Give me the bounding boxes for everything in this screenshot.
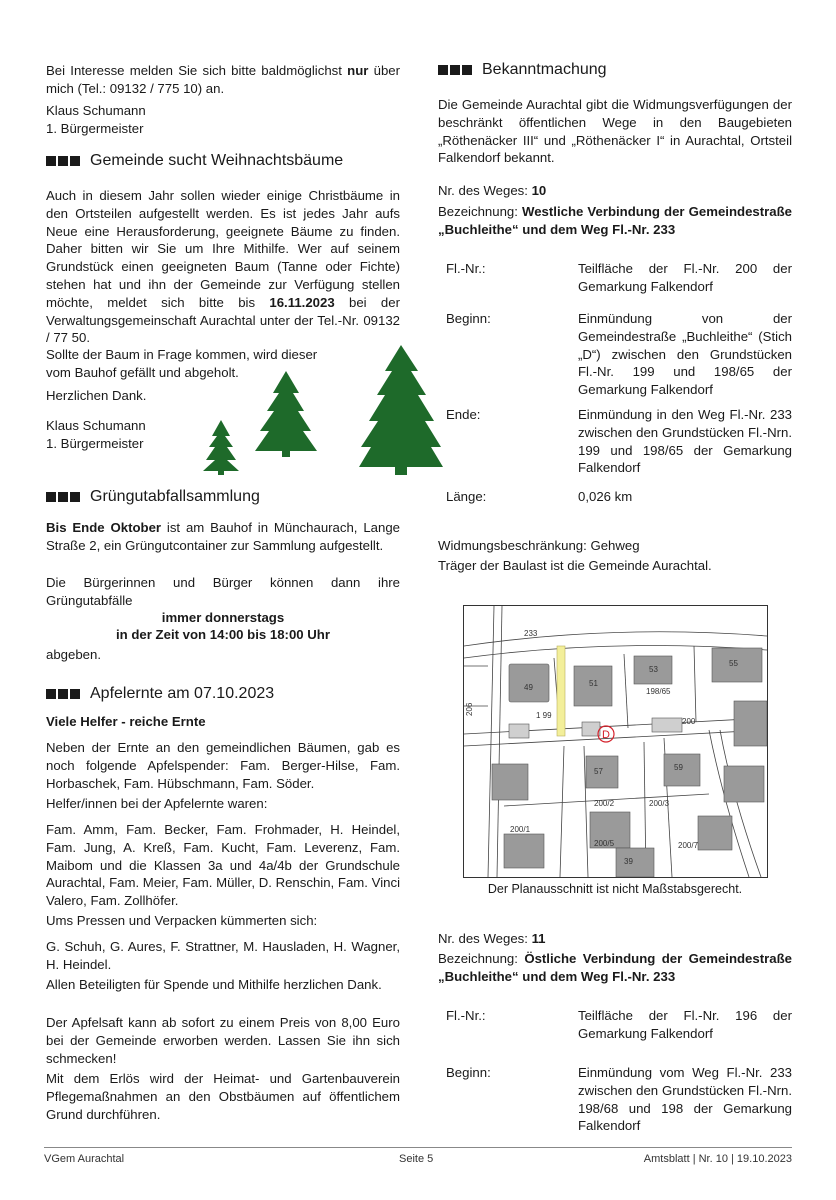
map-label-2: 49 <box>524 683 533 692</box>
map-label-12: 200/2 <box>594 799 615 808</box>
trees-sign-name: Klaus Schumann <box>46 418 146 433</box>
footer-left: VGem Aurachtal <box>44 1153 125 1165</box>
intro-sign-role: 1. Bürgermeister <box>46 121 144 136</box>
site-plan-drawing <box>464 606 767 877</box>
apple-p2: Helfer/innen bei der Apfelernte waren: <box>46 796 268 811</box>
heading-green-waste: Grüngutabfallsammlung <box>46 488 260 506</box>
way2-number: Nr. des Weges: 11 <box>438 931 546 946</box>
announcement-intro: Die Gemeinde Aurachtal gibt die Widmungsverfügungen der beschränkt öffentlichen Wege in den Baugebieten „Röthenäcker III“ und „Röthenäcker I“ in Aurachtal, Ortsteil Falkendorf bekannt. <box>438 97 792 166</box>
map-label-6: 198/65 <box>646 687 671 696</box>
heading-announcement: Bekanntmachung <box>438 61 607 79</box>
highlighted-path <box>557 646 565 736</box>
map-label-10: 59 <box>674 763 683 772</box>
map-label-0: 233 <box>524 629 538 638</box>
map-label-5: 55 <box>729 659 738 668</box>
map-label-13: 200/1 <box>510 825 531 834</box>
heading-trees: Gemeinde sucht Weihnachtsbäume <box>46 152 343 170</box>
trees-sign-role: 1. Bürgermeister <box>46 436 144 451</box>
green-p3: abgeben. <box>46 647 102 662</box>
map-label-16: 39 <box>624 857 633 866</box>
way1-carrier: Träger der Baulast ist die Gemeinde Aurachtal. <box>438 558 712 573</box>
medium-tree-icon <box>255 371 317 457</box>
large-tree-icon <box>359 345 443 475</box>
trees-body: Auch in diesem Jahr sollen wieder einige Christbäume in den Ortsteilen aufgestellt werden. Es ist jedes Jahr aufs Neue eine Herausforderung, geeignete Bäume zu finden. Daher bitten wir Sie um Ihre Mithilfe. Wer auf seinem Grundstück einen geeigneten Baum (Tanne oder Fichte) stehen hat und ihn der Gemeinde zur Verfügung stellen möchte, meldet sich bitte bis 16.11.2023 bei der Verwaltungsgemeinschaft Aurachtal unter der Tel.-Nr. 09132 / 77 50. <box>46 188 400 346</box>
apple-p7: Der Apfelsaft kann ab sofort zu einem Preis von 8,00 Euro bei der Gemeinde erworben werden. Lassen Sie ihn sich schmecken! <box>46 1015 400 1066</box>
green-p1: Bis Ende Oktober ist am Bauhof in Münchaurach, Lange Straße 2, ein Grüngutcontainer zur Sammlung aufgestellt. <box>46 520 400 553</box>
footer-right: Amtsblatt | Nr. 10 | 19.10.2023 <box>643 1153 792 1165</box>
way1-number: Nr. des Weges: 10 <box>438 183 547 198</box>
map-label-4: 53 <box>649 665 658 674</box>
map-label-14: 200/5 <box>594 839 615 848</box>
map-marker-d: D <box>602 729 610 741</box>
map-label-3: 51 <box>589 679 598 688</box>
intro-paragraph: Bei Interesse melden Sie sich bitte baldmöglichst nur über mich (Tel.: 09132 / 775 10) an. <box>46 63 400 96</box>
christmas-trees-illustration <box>201 343 446 477</box>
green-p2: Die Bürgerinnen und Bürger können dann ihre Grüngutabfälle <box>46 575 400 608</box>
map-label-7: 1 99 <box>536 711 552 720</box>
map-label-11: 200/3 <box>649 799 670 808</box>
map-label-15: 200/7 <box>678 841 699 850</box>
green-center1: immer donnerstags <box>161 610 285 625</box>
trees-line2: Sollte der Baum in Frage kommen, wird dieser vom Bauhof gefällt und abgeholt. <box>46 347 318 380</box>
way1-restriction: Widmungsbeschränkung: Gehweg <box>438 538 640 553</box>
small-tree-icon <box>203 420 239 475</box>
intro-sign-name: Klaus Schumann <box>46 103 146 118</box>
green-center2: in der Zeit von 14:00 bis 18:00 Uhr <box>115 627 330 642</box>
apple-p6: Allen Beteiligten für Spende und Mithilfe herzlichen Dank. <box>46 977 382 992</box>
map-label-8: 200 <box>682 717 696 726</box>
apple-p1: Neben der Ernte an den gemeindlichen Bäumen, gab es noch folgende Apfelspender: Fam. Berger-Hilse, Fam. Horbaschek, Fam. Hübschmann, Fam. Söder. <box>46 740 400 791</box>
map-caption: Der Planausschnitt ist nicht Maßstabsgerecht. <box>487 882 743 896</box>
map-label-9: 57 <box>594 767 603 776</box>
trees-thanks: Herzlichen Dank. <box>46 388 147 403</box>
site-plan-map <box>463 605 768 878</box>
way2-designation: Bezeichnung: Östliche Verbindung der Gemeindestraße „Buchleithe“ und dem Weg Fl.-Nr. 233 <box>438 951 792 984</box>
footer-page: Seite 5 <box>399 1153 434 1165</box>
way1-designation: Bezeichnung: Westliche Verbindung der Gemeindestraße „Buchleithe“ und dem Weg Fl.-Nr. 233 <box>438 204 792 237</box>
map-label-1: 206 <box>465 702 474 716</box>
apple-p5: G. Schuh, G. Aures, F. Strattner, M. Hausladen, H. Wagner, H. Heindel. <box>46 939 400 972</box>
apple-p8: Mit dem Erlös wird der Heimat- und Gartenbauverein Pflegemaßnahmen an den Obstbäumen auf öffentlichem Grund durchführen. <box>46 1071 400 1122</box>
page-footer <box>44 1147 792 1170</box>
apple-p3: Fam. Amm, Fam. Becker, Fam. Frohmader, H. Heindel, Fam. Jung, A. Kreß, Fam. Kucht, Fam. Leverenz, Fam. Maibom und die Klassen 3a und 4a/4b der Grundschule Aurachtal, Fam. Meier, Fam. Müller, D. Renschin, Fam. Vinci Valero, Fam. Zollhöfer. <box>46 822 400 909</box>
heading-apple: Apfelernte am 07.10.2023 <box>46 685 274 703</box>
apple-subheading: Viele Helfer - reiche Ernte <box>46 714 206 729</box>
apple-p4: Ums Pressen und Verpacken kümmerten sich: <box>46 913 318 928</box>
